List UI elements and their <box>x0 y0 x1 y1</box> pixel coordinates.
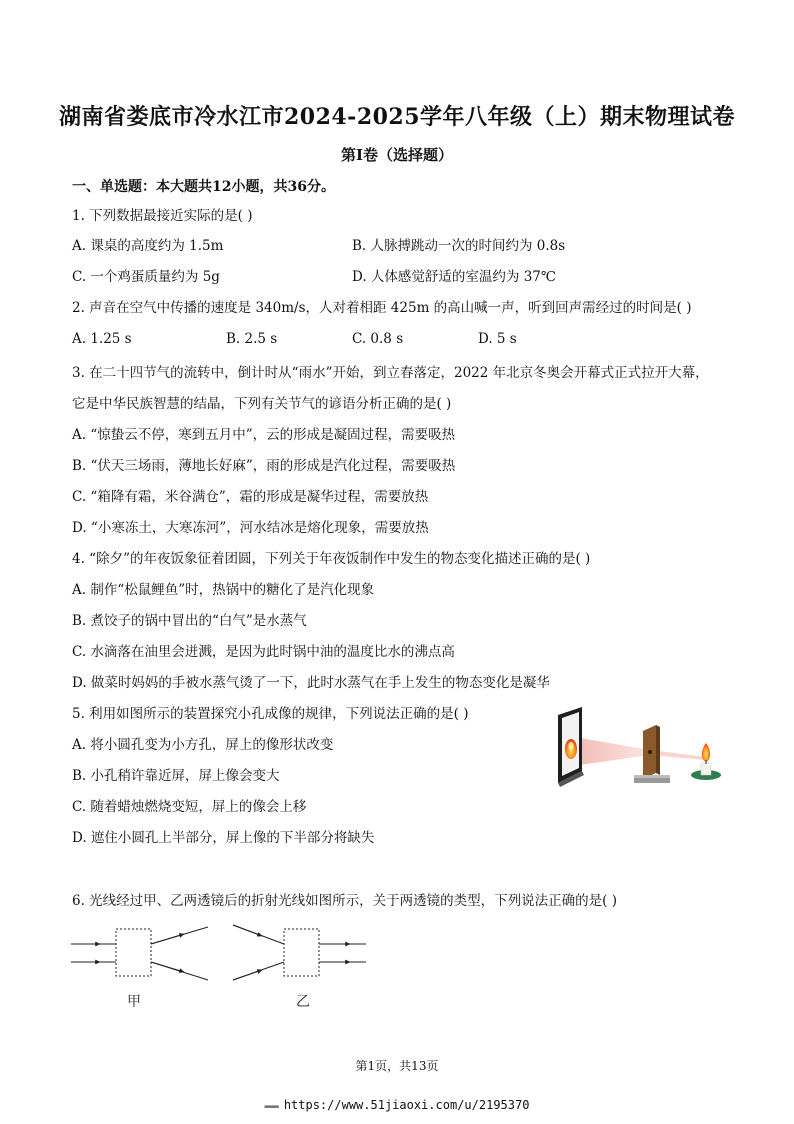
lens-figure <box>66 922 376 1014</box>
option-5b: B. 小孔稍许靠近屏，屏上像会变大 <box>72 768 280 784</box>
watermark-url[interactable]: https://www.51jiaoxi.com/u/2195370 <box>283 1098 530 1112</box>
question-1: 1. 下列数据最接近实际的是( ) <box>72 208 253 224</box>
question-3-line-1: 3. 在二十四节气的流转中，倒计时从“雨水”开始，到立春落定，2022 年北京冬奥会开幕式正式拉开大幕， <box>72 365 709 381</box>
lens-label-jia: 甲 <box>127 994 141 1010</box>
option-1c: C. 一个鸡蛋质量约为 5g <box>72 269 220 285</box>
page-subtitle: 第I卷（选择题） <box>340 146 454 164</box>
option-5d: D. 遮住小圆孔上半部分，屏上像的下半部分将缺失 <box>72 830 375 846</box>
question-5: 5. 利用如图所示的装置探究小孔成像的规律，下列说法正确的是( ) <box>72 706 469 722</box>
screen <box>558 707 584 787</box>
lens-yi <box>233 925 366 980</box>
option-3c: C. “箱降有霜，米谷满仓”，霜的形成是凝华过程，需要放热 <box>72 489 429 505</box>
option-1d: D. 人体感觉舒适的室温约为 37℃ <box>352 269 556 285</box>
option-3b: B. “伏天三场雨，薄地长好麻”，雨的形成是汽化过程，需要吸热 <box>72 458 456 474</box>
option-2b: B. 2.5 s <box>226 331 278 347</box>
watermark-logo-icon: ▬▬▬ <box>264 1102 278 1112</box>
pinhole-figure <box>548 705 728 793</box>
option-5a: A. 将小圆孔变为小方孔，屏上的像形状改变 <box>72 737 334 753</box>
page-title: 湖南省娄底市冷水江市2024-2025学年八年级（上）期末物理试卷 <box>58 104 736 130</box>
option-2d: D. 5 s <box>478 331 517 347</box>
option-5c: C. 随着蜡烛燃烧变短，屏上的像会上移 <box>72 799 307 815</box>
option-4c: C. 水滴落在油里会迸溅，是因为此时锅中油的温度比水的沸点高 <box>72 644 455 660</box>
question-3-line-2: 它是中华民族智慧的结晶，下列有关节气的谚语分析正确的是( ) <box>72 396 452 412</box>
option-4d: D. 做菜时妈妈的手被水蒸气烫了一下，此时水蒸气在手上发生的物态变化是凝华 <box>72 675 550 691</box>
page-footer: 第1页，共13页 <box>355 1059 439 1073</box>
lens-jia <box>71 927 208 980</box>
option-3d: D. “小寒冻土，大寒冻河”，河水结冰是熔化现象，需要放热 <box>72 520 429 536</box>
option-3a: A. “惊蛰云不停，寒到五月中”，云的形成是凝固过程，需要吸热 <box>72 427 456 443</box>
option-4a: A. 制作“松鼠鲤鱼”时，热锅中的糖化了是汽化现象 <box>72 582 375 598</box>
question-4: 4. “除夕”的年夜饭象征着团圆，下列关于年夜饭制作中发生的物态变化描述正确的是( ) <box>72 551 591 567</box>
option-2c: C. 0.8 s <box>352 331 404 347</box>
watermark-url-row <box>0 1098 794 1112</box>
option-1a: A. 课桌的高度约为 1.5m <box>72 238 224 254</box>
option-1b: B. 人脉搏跳动一次的时间约为 0.8s <box>352 238 566 254</box>
option-4b: B. 煮饺子的锅中冒出的“白气”是水蒸气 <box>72 613 307 629</box>
question-2: 2. 声音在空气中传播的速度是 340m/s，人对着相距 425m 的高山喊一声，听到回声需经过的时间是( ) <box>72 300 692 316</box>
option-2a: A. 1.25 s <box>72 331 132 347</box>
question-6: 6. 光线经过甲、乙两透镜后的折射光线如图所示，关于两透镜的类型，下列说法正确的是( ) <box>72 893 617 909</box>
candle <box>691 743 721 780</box>
section-heading: 一、单选题：本大题共12小题，共36分。 <box>72 179 335 195</box>
lens-label-yi: 乙 <box>296 994 310 1010</box>
